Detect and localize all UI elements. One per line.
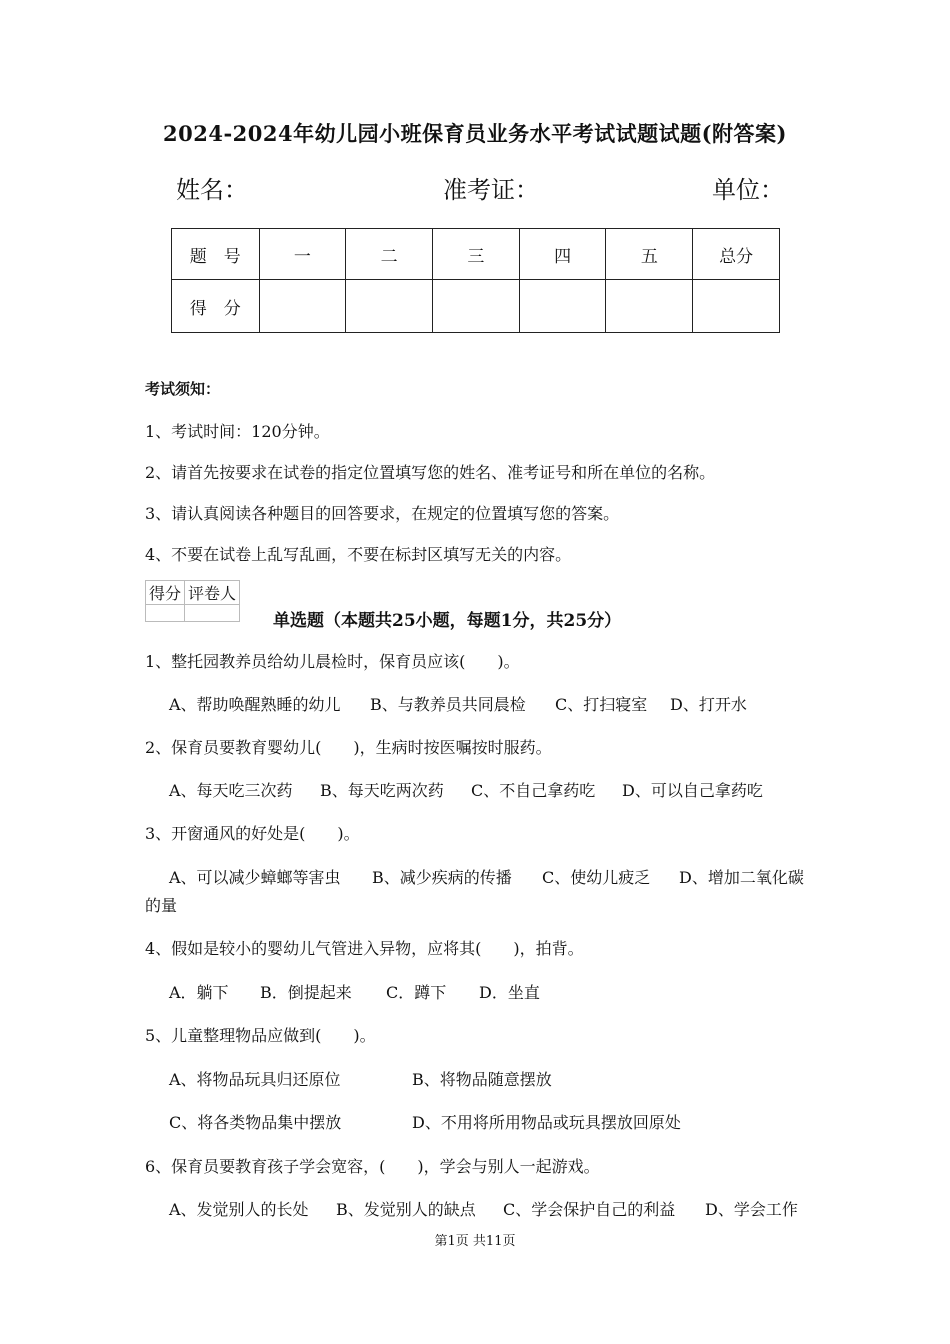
name-label: 姓名： <box>176 176 248 204</box>
option-d[interactable]: D、可以自己拿药吃 <box>622 781 763 800</box>
grader-score-label: 得分 <box>146 581 185 605</box>
option-a[interactable]: A．躺下 <box>169 983 229 1002</box>
option-c[interactable]: C、将各类物品集中摆放 <box>169 1113 342 1132</box>
question-text: 6、保育员要教育孩子学会宽容，( )，学会与别人一起游戏。 <box>145 1157 600 1176</box>
option-continuation: 的量 <box>145 896 178 915</box>
score-table <box>171 228 780 333</box>
option-b[interactable]: B、每天吃两次药 <box>320 781 444 800</box>
notice-item: 1、考试时间：120分钟。 <box>145 422 330 441</box>
question-text: 2、保育员要教育婴幼儿( )，生病时按医嘱按时服药。 <box>145 738 552 757</box>
exam-title: 2024-2024年幼儿园小班保育员业务水平考试试题试题(附答案) <box>163 121 787 146</box>
score-header-cell: 总分 <box>693 229 780 280</box>
score-input-cell[interactable] <box>519 280 606 333</box>
notice-item: 4、不要在试卷上乱写乱画，不要在标封区填写无关的内容。 <box>145 545 572 564</box>
score-row-label: 得 分 <box>172 280 260 333</box>
score-input-cell[interactable] <box>606 280 693 333</box>
option-c[interactable]: C、使幼儿疲乏 <box>542 868 651 887</box>
option-c[interactable]: C、不自己拿药吃 <box>471 781 596 800</box>
option-d[interactable]: D．坐直 <box>479 983 540 1002</box>
option-a[interactable]: A、帮助唤醒熟睡的幼儿 <box>169 695 341 714</box>
notice-heading: 考试须知： <box>145 380 221 398</box>
option-a[interactable]: A、发觉别人的长处 <box>169 1200 309 1219</box>
score-input-cell[interactable] <box>433 280 520 333</box>
option-d[interactable]: D、不用将所用物品或玩具摆放回原处 <box>412 1113 681 1132</box>
notice-item: 3、请认真阅读各种题目的回答要求，在规定的位置填写您的答案。 <box>145 504 620 523</box>
option-c[interactable]: C．蹲下 <box>386 983 447 1002</box>
exam-id-label: 准考证： <box>443 176 539 204</box>
score-input-cell[interactable] <box>693 280 780 333</box>
option-d[interactable]: D、增加二氧化碳 <box>679 868 804 887</box>
option-b[interactable]: B、将物品随意摆放 <box>412 1070 552 1089</box>
section-title: 单选题（本题共25小题，每题1分，共25分） <box>273 611 622 631</box>
option-c[interactable]: C、学会保护自己的利益 <box>503 1200 676 1219</box>
option-c[interactable]: C、打扫寝室 <box>555 695 648 714</box>
question-text: 3、开窗通风的好处是( )。 <box>145 824 360 843</box>
score-header-cell: 五 <box>606 229 693 280</box>
score-input-cell[interactable] <box>346 280 433 333</box>
score-header-cell: 题 号 <box>172 229 260 280</box>
option-b[interactable]: B．倒提起来 <box>260 983 352 1002</box>
page-number: 第1页 共11页 <box>434 1234 516 1249</box>
option-a[interactable]: A、每天吃三次药 <box>169 781 293 800</box>
score-input-cell[interactable] <box>259 280 346 333</box>
question-text: 4、假如是较小的婴幼儿气管进入异物，应将其( )，拍背。 <box>145 939 584 958</box>
notice-item: 2、请首先按要求在试卷的指定位置填写您的姓名、准考证号和所在单位的名称。 <box>145 463 716 482</box>
option-a[interactable]: A、可以减少蟑螂等害虫 <box>169 868 341 887</box>
grader-reviewer-label: 评卷人 <box>185 581 240 605</box>
option-d[interactable]: D、打开水 <box>670 695 747 714</box>
option-a[interactable]: A、将物品玩具归还原位 <box>169 1070 341 1089</box>
grader-score-cell[interactable] <box>146 605 185 622</box>
option-b[interactable]: B、与教养员共同晨检 <box>370 695 526 714</box>
option-b[interactable]: B、减少疾病的传播 <box>372 868 512 887</box>
question-text: 5、儿童整理物品应做到( )。 <box>145 1026 376 1045</box>
option-d[interactable]: D、学会工作 <box>705 1200 798 1219</box>
score-header-cell: 三 <box>433 229 520 280</box>
unit-label: 单位： <box>712 176 784 204</box>
option-b[interactable]: B、发觉别人的缺点 <box>336 1200 476 1219</box>
score-header-cell: 四 <box>519 229 606 280</box>
grader-reviewer-cell[interactable] <box>185 605 240 622</box>
score-header-cell: 一 <box>259 229 346 280</box>
grader-box <box>145 580 240 622</box>
question-text: 1、整托园教养员给幼儿晨检时，保育员应该( )。 <box>145 652 520 671</box>
score-header-cell: 二 <box>346 229 433 280</box>
